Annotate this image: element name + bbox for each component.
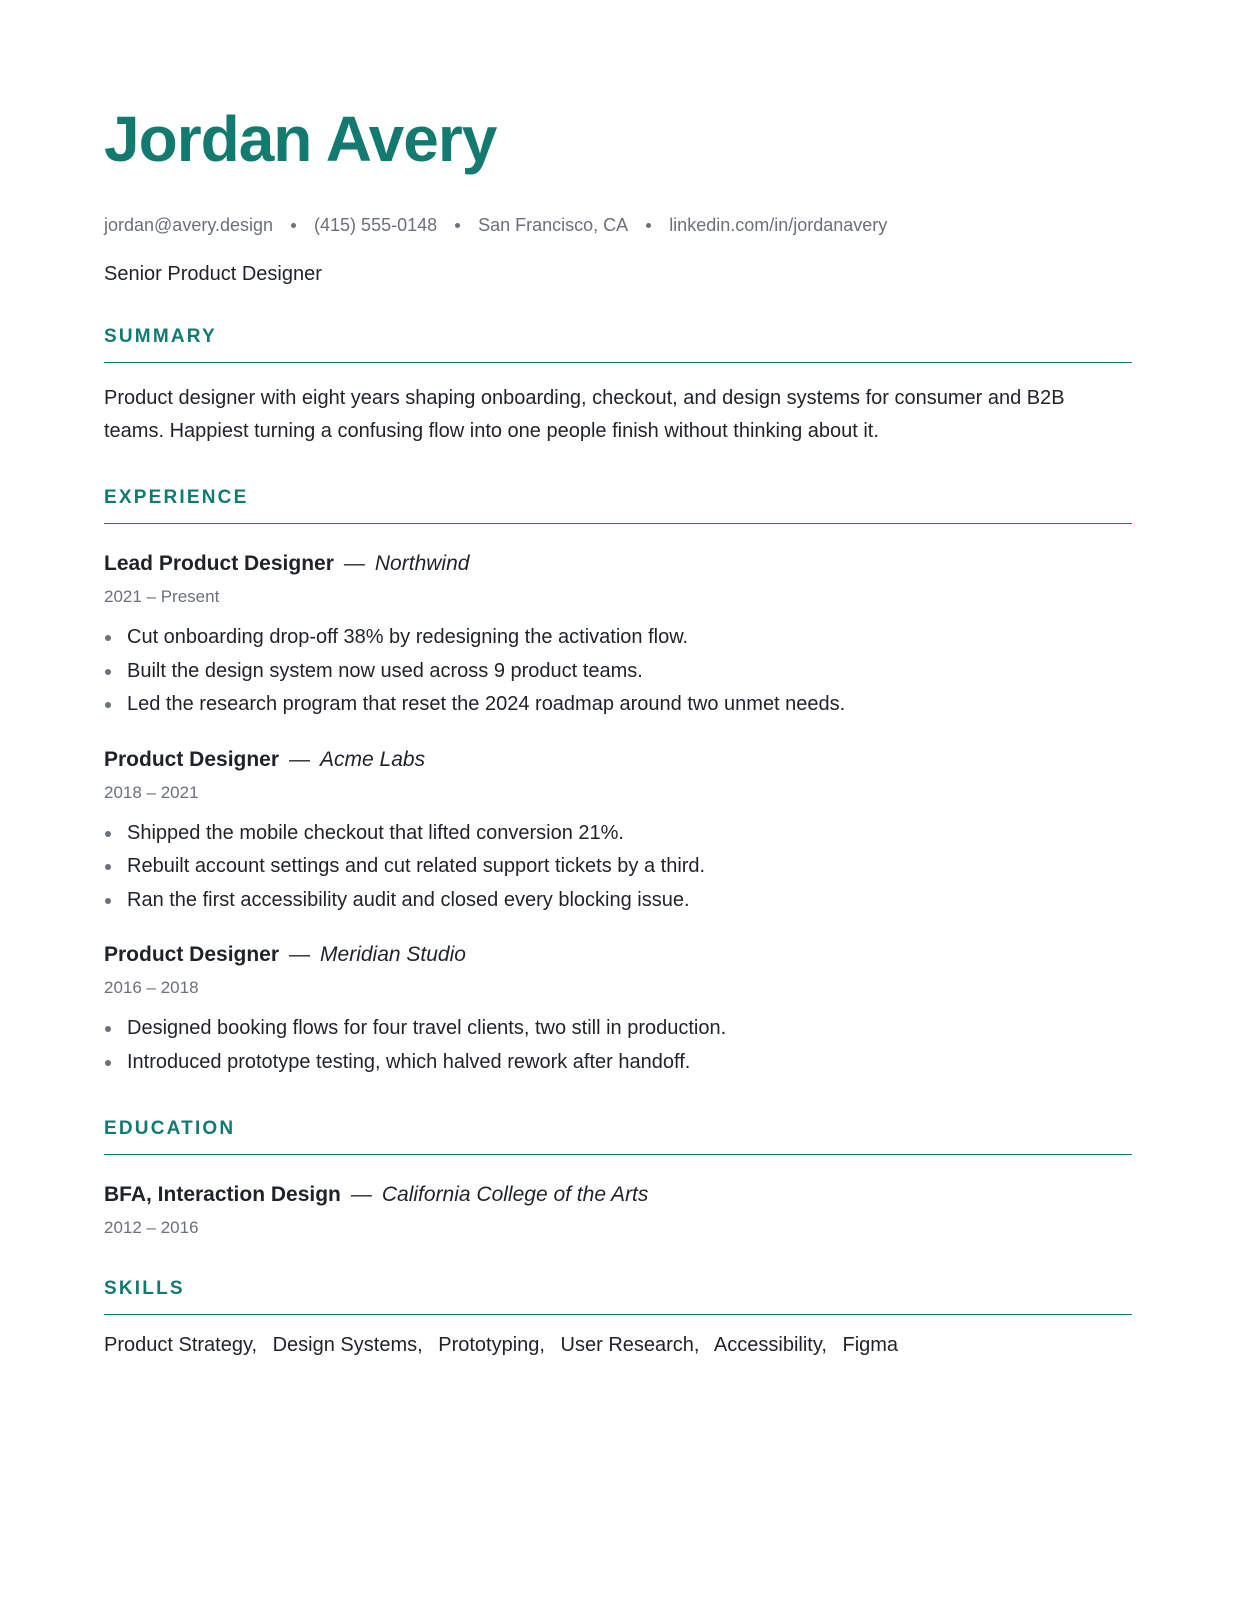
bullet-icon <box>105 702 111 708</box>
job-company: Meridian Studio <box>320 943 466 966</box>
job-title: Product Designer <box>104 943 280 966</box>
school: California College of the Arts <box>381 1183 649 1206</box>
title-separator: — <box>289 943 311 966</box>
summary-heading: SUMMARY <box>104 325 1132 363</box>
bullet-text: Shipped the mobile checkout that lifted conversion 21%. <box>127 821 624 844</box>
job-entry <box>104 746 1132 918</box>
job-title-line <box>104 746 1132 774</box>
bullet-icon <box>105 669 111 675</box>
job-title: Product Designer <box>104 747 280 771</box>
degree-line <box>104 1181 1132 1209</box>
summary-text: Product designer with eight years shaping onboarding, checkout, and design systems for consumer and B2B teams. Happiest turning a confusing flow into one people finish without thinking about it. <box>104 387 1065 442</box>
skill-item: Product Strategy, <box>104 1334 258 1356</box>
skills-section <box>104 1277 1132 1358</box>
skill-item: Prototyping, <box>438 1334 545 1356</box>
job-dates: 2018 – 2021 <box>104 782 199 802</box>
separator-dot-icon <box>455 223 460 228</box>
candidate-name: Jordan Avery <box>104 103 497 175</box>
title-separator: — <box>350 1183 372 1206</box>
education-entry <box>104 1181 1132 1239</box>
skill-item: User Research, <box>560 1334 700 1356</box>
bullet-icon <box>105 1060 111 1066</box>
candidate-headline: Senior Product Designer <box>104 263 322 285</box>
contact-email: jordan@avery.design <box>104 215 274 235</box>
list-item <box>104 817 1132 851</box>
job-company: Northwind <box>374 552 470 575</box>
separator-dot-icon <box>291 223 296 228</box>
contact-phone: (415) 555-0148 <box>314 215 438 235</box>
job-entry <box>104 550 1132 722</box>
job-bullets <box>104 621 1132 722</box>
skill-item: Accessibility, <box>713 1334 827 1356</box>
job-company: Acme Labs <box>320 747 426 771</box>
bullet-text: Ran the first accessibility audit and closed every blocking issue. <box>127 888 690 911</box>
list-item <box>104 688 1132 722</box>
list-item <box>104 655 1132 689</box>
list-item <box>104 1012 1132 1046</box>
education-dates: 2012 – 2016 <box>104 1218 199 1237</box>
list-item <box>104 884 1132 918</box>
contact-location: San Francisco, CA <box>478 215 629 235</box>
bullet-text: Rebuilt account settings and cut related support tickets by a third. <box>127 855 706 877</box>
list-item <box>104 1046 1132 1080</box>
job-dates: 2021 – Present <box>104 587 220 606</box>
education-section <box>104 1117 1132 1239</box>
bullet-text: Cut onboarding drop-off 38% by redesigning the activation flow. <box>127 626 689 648</box>
skills-heading: SKILLS <box>104 1277 1132 1315</box>
bullet-text: Led the research program that reset the 2024 roadmap around two unmet needs. <box>127 693 846 715</box>
job-title: Lead Product Designer <box>104 552 334 575</box>
job-entry <box>104 941 1132 1079</box>
job-bullets <box>104 817 1132 918</box>
bullet-text: Designed booking flows for four travel clients, two still in production. <box>127 1017 727 1039</box>
job-dates: 2016 – 2018 <box>104 978 199 997</box>
education-heading: EDUCATION <box>104 1117 1132 1155</box>
bullet-icon <box>105 1026 111 1032</box>
degree: BFA, Interaction Design <box>104 1183 341 1206</box>
list-item <box>104 850 1132 884</box>
skill-item: Design Systems, <box>272 1334 423 1356</box>
bullet-icon <box>105 864 111 870</box>
bullet-text: Built the design system now used across 9 product teams. <box>127 659 643 682</box>
job-title-line <box>104 941 1132 969</box>
experience-section <box>104 486 1132 1079</box>
summary-section <box>104 325 1132 448</box>
skill-item: Figma <box>842 1334 899 1356</box>
separator-dot-icon <box>646 223 651 228</box>
job-bullets <box>104 1012 1132 1079</box>
bullet-text: Introduced prototype testing, which halved rework after handoff. <box>127 1050 691 1073</box>
title-separator: — <box>289 747 311 771</box>
bullet-icon <box>105 898 111 904</box>
contact-line <box>104 213 1132 237</box>
list-item <box>104 621 1132 655</box>
experience-heading: EXPERIENCE <box>104 486 1132 524</box>
contact-linkedin: linkedin.com/in/jordanavery <box>669 215 888 235</box>
title-separator: — <box>343 552 365 575</box>
skills-list <box>104 1332 1132 1358</box>
job-title-line <box>104 550 1132 578</box>
bullet-icon <box>105 831 111 837</box>
bullet-icon <box>105 635 111 641</box>
